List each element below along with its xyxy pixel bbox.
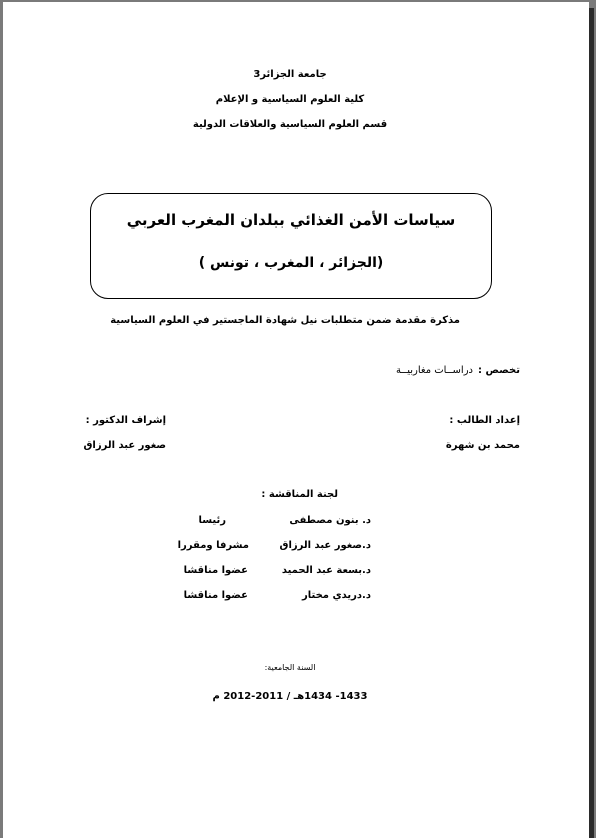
thesis-subtitle: (الجزائر ، المغرب ، تونس ) [198,255,384,271]
academic-year-label: السنة الجامعية: [264,663,316,672]
student-label: إعداد الطالب : [449,415,520,426]
specialization-value: دراســات مغاربيــة [395,365,473,376]
faculty-name: كلية العلوم السياسية و الإعلام [215,94,365,105]
student-name: محمد بن شهرة [445,440,520,451]
committee-member-name: د. بنون مصطفى [289,515,371,526]
supervisor-name: صغور عبد الرزاق [83,440,166,451]
thesis-note: مذكرة مقدمة ضمن متطلبات نيل شهادة الماجستير في العلوم السياسية [110,315,460,326]
committee-member-name: د.دريدي مختار [302,590,371,601]
title-box [90,193,492,299]
committee-member-name: د.بسعة عبد الحميد [281,565,371,576]
supervisor-label: إشراف الدكتور : [85,415,166,426]
committee-label: لجنة المناقشة : [261,489,338,500]
department-name: قسم العلوم السياسية والعلاقات الدولية [192,119,388,130]
committee-member-role: عضوا مناقشا [183,565,248,576]
committee-member-role: رئيسا [198,515,226,526]
specialization-label: تخصص : [478,365,520,376]
committee-member-role: عضوا مناقشا [183,590,248,601]
page-shadow [589,8,594,838]
committee-member-role: مشرفا ومقررا [177,540,249,551]
thesis-title: سياسات الأمن الغذائي ببلدان المغرب العربي [126,211,456,229]
university-name: جامعة الجزائر3 [253,69,327,80]
committee-member-name: د.صغور عبد الرزاق [279,540,371,551]
academic-year-value: 1433- 1434هـ / 2011-2012 م [212,691,368,702]
